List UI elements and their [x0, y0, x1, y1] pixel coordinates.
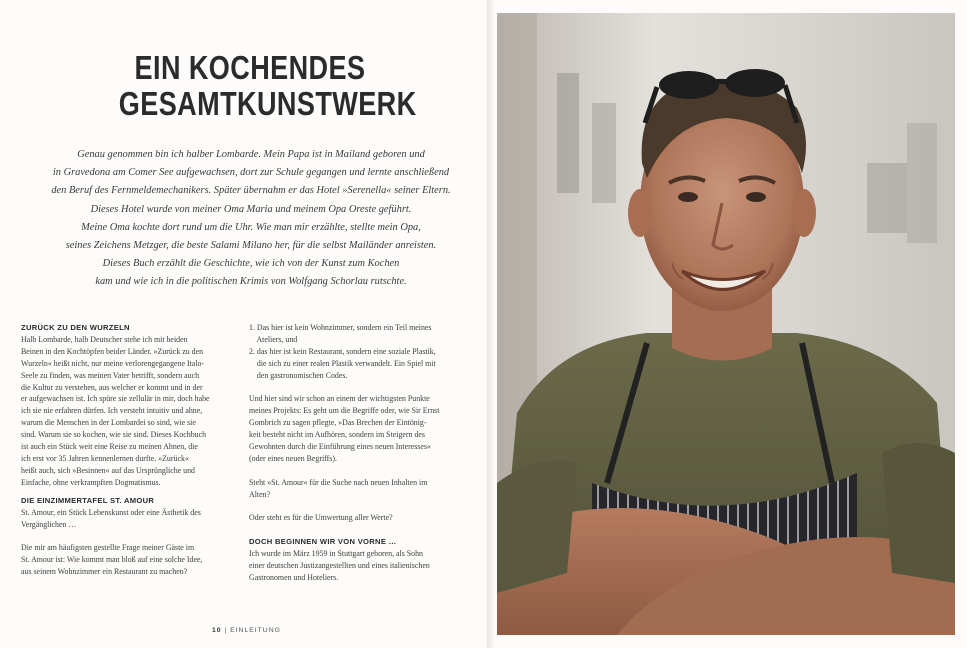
list-line: 1. Das hier ist kein Wohnzimmer, sondern ein Teil meines [249, 323, 432, 332]
body-line: einer deutschen Justizangestellten und eines italienischen [249, 561, 430, 571]
intro-line: in Gravedona am Comer See aufgewachsen, dort zur Schule gegangen und lernte anschließend [52, 167, 450, 179]
body-line: Vergänglichen … [21, 519, 77, 529]
body-line: Oder steht es für die Umwertung aller Werte? [249, 513, 393, 523]
body-line: ist auch ein Stück weit eine Reise zu meinen Ahnen, die [21, 442, 198, 452]
chapter-title [118, 49, 417, 122]
body-line: Gewohnten durch die Einführung eines neuen Interesses« [249, 442, 431, 452]
book-gutter [487, 0, 493, 648]
intro-line: den Beruf des Fernmeldemechanikers. Später übernahm er das Hotel »Serenella« seiner Eltern. [51, 185, 451, 197]
body-line: Gastronomen und Hoteliers. [249, 572, 339, 582]
intro-line: Dieses Buch erzählt die Geschichte, wie ich von der Kunst zum Kochen [102, 258, 400, 270]
body-line: Und hier sind wir schon an einem der wichtigsten Punkte [249, 394, 430, 404]
body-line: (oder eines neuen Begriffs). [249, 453, 337, 463]
right-text-column [249, 322, 471, 584]
body-line: aus seinem Wohnzimmer ein Restaurant zu machen? [21, 567, 188, 577]
list-line: 2. das hier ist kein Restaurant, sondern eine soziale Plastik, [249, 346, 436, 356]
list-line: den gastronomischen Codes. [249, 370, 348, 380]
body-line: Beinen in den Kochtöpfen beider Länder. »Zurück zu den [21, 346, 204, 356]
section-heading-einzimmertafel: DIE EINZIMMERTAFEL ST. AMOUR [21, 495, 155, 505]
page-folio [212, 627, 281, 634]
intro-paragraph [36, 146, 466, 292]
body-line: Einfache, ohne verkrampften Dogmatismus. [21, 477, 161, 487]
left-eye [678, 192, 698, 202]
intro-line: Genau genommen bin ich halber Lombarde. Mein Papa ist in Mailand geboren und [77, 149, 425, 160]
list-line: Ateliers, und [249, 334, 298, 344]
folio-section: EINLEITUNG [230, 627, 281, 634]
body-line: warum die Menschen in der Lombardei so sind, wie sie [21, 418, 196, 428]
body-line: die Kultur zu verstehen, aus welcher er kommt und in der [21, 382, 203, 392]
list-line: die sich zu einer realen Plastik verwandelt. Ein Spiel mit [249, 358, 436, 368]
intro-line: seines Zeichens Metzger, die beste Salami Milano her, für die selbst Mailänder anreisten. [65, 240, 437, 252]
body-line: Halb Lombarde, halb Deutscher stehe ich mit beiden [21, 334, 188, 344]
body-line: ich sie nie erfahren dürfen. Ich versteht intuitiv und ahne, [21, 406, 203, 416]
body-line: Gombrich zu sagen pflegte, »Das Brechen der Eintönig- [249, 418, 427, 428]
chef-portrait-image [497, 13, 955, 635]
folio-separator: | [224, 627, 228, 634]
left-text-column [21, 322, 239, 578]
intro-line: Meine Oma kochte dort rund um die Uhr. Wie man mir erzählte, stellte mein Opa, [81, 221, 421, 233]
intro-line: kam und wie ich in die politischen Krimis von Wolfgang Schorlau rutschte. [95, 276, 407, 288]
portrait-photo [497, 13, 955, 635]
section-heading-wurzeln: ZURÜCK ZU DEN WURZELN [21, 323, 130, 332]
body-line: Wurzeln« heißt nicht, nur meine verlorengegangene Italo- [21, 358, 205, 368]
page-number: 10 [212, 627, 222, 634]
body-line: Alten? [249, 489, 271, 499]
body-line: Seele zu finden, was meinen Vater betrifft, sondern auch [21, 370, 200, 380]
body-line: Steht »St. Amour« für die Suche nach neuen Inhalten im [249, 477, 428, 487]
body-line: keit besteht nicht im Aufhören, sondern im Steigern des [249, 430, 425, 440]
intro-line: Dieses Hotel wurde von meiner Oma Maria und meinem Opa Oreste geführt. [90, 203, 412, 215]
body-line: heißt auch, sich »Besinnen« auf das Ursprüngliche und [21, 465, 195, 475]
section-heading-von-vorne: DOCH BEGINNEN WIR VON VORNE … [249, 537, 397, 547]
body-line: Ich wurde im März 1959 in Stuttgart geboren, als Sohn [249, 549, 423, 559]
body-line: er aufgewachsen ist. Ich spüre sie zellulär in mir, doch habe [21, 394, 210, 404]
right-eye [746, 192, 766, 202]
body-line: sind. Warum sie so kochen, wie sie sind. Dieses Kochbuch [21, 430, 207, 440]
chapter-title-line-2: GESAMTKUNSTWERK [118, 85, 417, 122]
body-line: St. Amour ist: Wie kommt man bloß auf eine solche Idee, [21, 555, 203, 565]
body-line: ich erst vor 35 Jahren kennenlernen durfte. »Zurück« [21, 453, 189, 463]
body-line: Die mir am häufigsten gestellte Frage meiner Gäste im [21, 543, 195, 553]
chapter-title-line-1: EIN KOCHENDES [134, 49, 366, 86]
body-line: meines Projekts: Es geht um die Begriffe oder, wie Sir Ernst [249, 406, 440, 416]
body-line: St. Amour, ein Stück Lebenskunst oder eine Ästhetik des [21, 507, 201, 517]
